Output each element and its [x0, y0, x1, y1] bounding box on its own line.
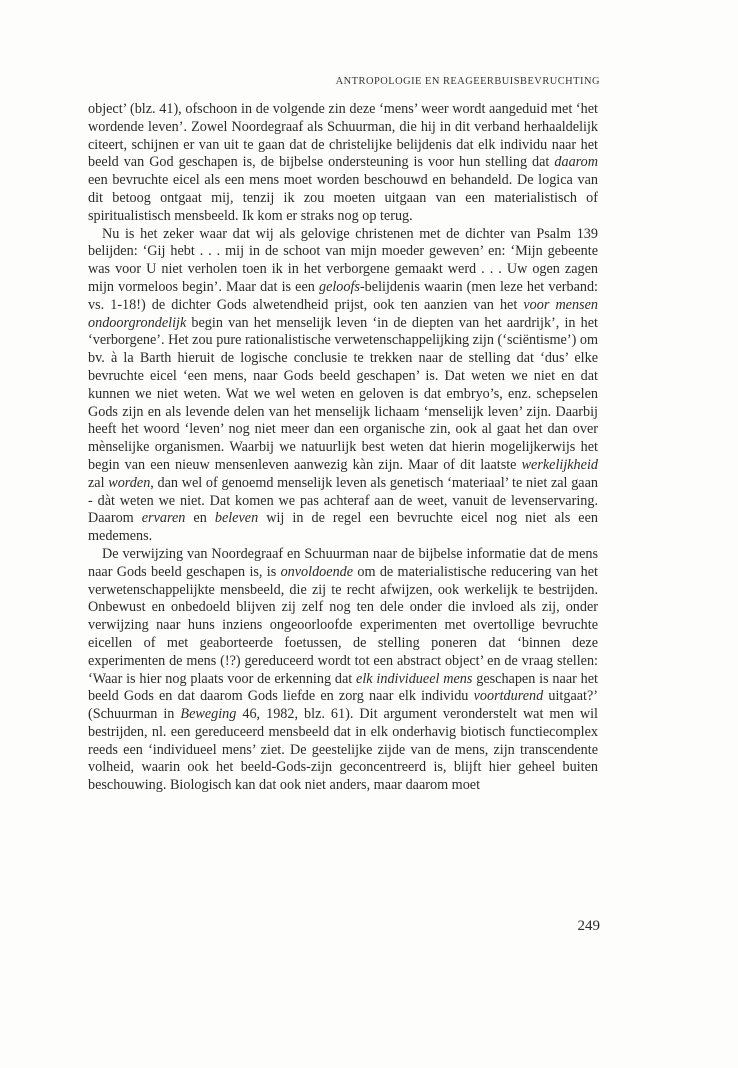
emphasis-text: werkelijkheid	[521, 456, 598, 473]
emphasis-text: voortdurend	[473, 688, 544, 705]
emphasis-text: elk individueel mens	[356, 670, 473, 687]
text-run: om de materialistische reducering van het verwetenschappelijkte mensbeeld, die zij te recht afwijzen, ook werkelijk te bestrijden. Onbewust en onbedoeld blijven zij zelf nog ten dele onder die invloed als zij, onder verwijzing naar huns inziens ongeoorloofde experimenten met overtollige bevruchte eicellen of met geaborteerde foetussen, de stelling poneren dat ‘binnen deze experimenten de mens (!?) gereduceerd wordt tot een abstract object’ en de vraag stellen: ‘Waar is hier nog plaats voor de erkenning dat	[88, 563, 598, 687]
paragraph-1	[88, 101, 598, 226]
text-run: De verwijzing van Noordegraaf en Schuurman naar de bijbelse informatie dat de mens naar Gods beeld geschapen is, is	[88, 545, 598, 580]
page-number: 249	[577, 918, 600, 934]
text-run: geschapen is naar het beeld Gods en dat daarom Gods liefde en zorg naar elk individu	[88, 670, 598, 705]
body-text	[88, 101, 598, 795]
text-run: 46, 1982, blz. 61). Dit argument veronderstelt wat men wil bestrijden, nl. een gereduceerd mensbeeld dat in elk onderhavig biotisch functiecomplex reeds een ‘individueel mens’ ziet. De geestelijke zijde van de mens, zijn transcendente volheid, waarin ook het beeld-Gods-zijn geconcentreerd is, blijft hier geheel buiten beschouwing. Biologisch kan dat ook niet anders, maar daarom moet	[88, 706, 598, 794]
emphasis-text: worden	[108, 474, 151, 491]
text-run: -belijdenis waarin (men leze het verband: vs. 1-18!) de dichter Gods alwetendheid prijst, ook ten aanzien van het	[88, 278, 598, 313]
text-run: object’ (blz. 41), ofschoon in de volgende zin deze ‘mens’ weer wordt aangeduid met ‘het wordende leven’. Zowel Noordegraaf als Schuurman, die hij in dit verband herhaaldelijk citeert, schijnen er van uit te gaan dat de christelijke belijdenis dat elk individu naar het beeld van God geschapen is, de bijbelse ondersteuning is voor hun stelling dat	[88, 101, 598, 171]
emphasis-text: ervaren	[141, 510, 186, 527]
emphasis-text: voor mensen ondoorgrondelijk	[88, 296, 598, 331]
text-run: een bevruchte eicel als een mens moet worden beschouwd en behandeld. De logica van dit betoog ontgaat mij, tenzij ik zou moeten uitgaan van een materialistisch of spiritualistisch mensbeeld. Ik kom er straks nog op terug.	[88, 172, 598, 224]
text-run: zal	[88, 474, 109, 491]
emphasis-text: beleven	[214, 510, 259, 527]
emphasis-text: Beweging	[180, 706, 237, 723]
paragraph-2	[88, 226, 598, 546]
emphasis-text: onvoldoende	[280, 563, 354, 580]
text-run: , dan wel of genoemd menselijk leven als genetisch ‘materiaal’ te niet zal gaan - dàt weten we niet. Dat komen we pas achteraf aan de weet, vanuit de levenservaring. Daarom	[88, 474, 598, 527]
text-run: begin van het menselijk leven ‘in de diepten van het aardrijk’, in het ‘verborgene’. Het zou pure rationalistische verwetenschappelijking zijn (‘sciëntisme’) om bv. à la Barth hieruit de logische conclusie te trekken naar de stelling dat ‘dus’ elke bevruchte eicel ‘een mens, naar Gods beeld geschapen’ is. Dat weten we niet en dat kunnen we niet weten. Wat we wel weten en geloven is dat embryo’s, enz. schepselen Gods zijn en als levende delen van het menselijk lichaam ‘menselijk leven’ zijn. Daarbij heeft het woord ‘leven’ nog niet meer dan een organische zin, ook al gaat het dan over mènselijke organismen. Waarbij we natuurlijk best weten dat hierin mogelijkerwijs het begin van een nieuw mensenleven aanwezig kàn zijn. Maar of dit laatste	[88, 314, 598, 473]
text-run: Nu is het zeker waar dat wij als gelovige christenen met de dichter van Psalm 139 belijden: ‘Gij hebt . . . mij in de schoot van mijn moeder geweven’ en: ‘Mijn gebeente was voor U niet verholen toen ik in het verborgene gemaakt werd . . . Uw ogen zagen mijn vormeloos begin’. Maar dat is een	[88, 225, 598, 295]
paragraph-3	[88, 546, 598, 795]
running-header: ANTROPOLOGIE EN REAGEERBUISBEVRUCHTING	[335, 76, 600, 87]
emphasis-text: geloofs	[318, 278, 360, 295]
text-run: wij in de regel een bevruchte eicel nog niet als een medemens.	[88, 510, 598, 545]
text-run: uitgaat?’ (Schuurman in	[88, 688, 598, 723]
emphasis-text: daarom	[554, 154, 598, 171]
text-run: en	[185, 510, 215, 527]
